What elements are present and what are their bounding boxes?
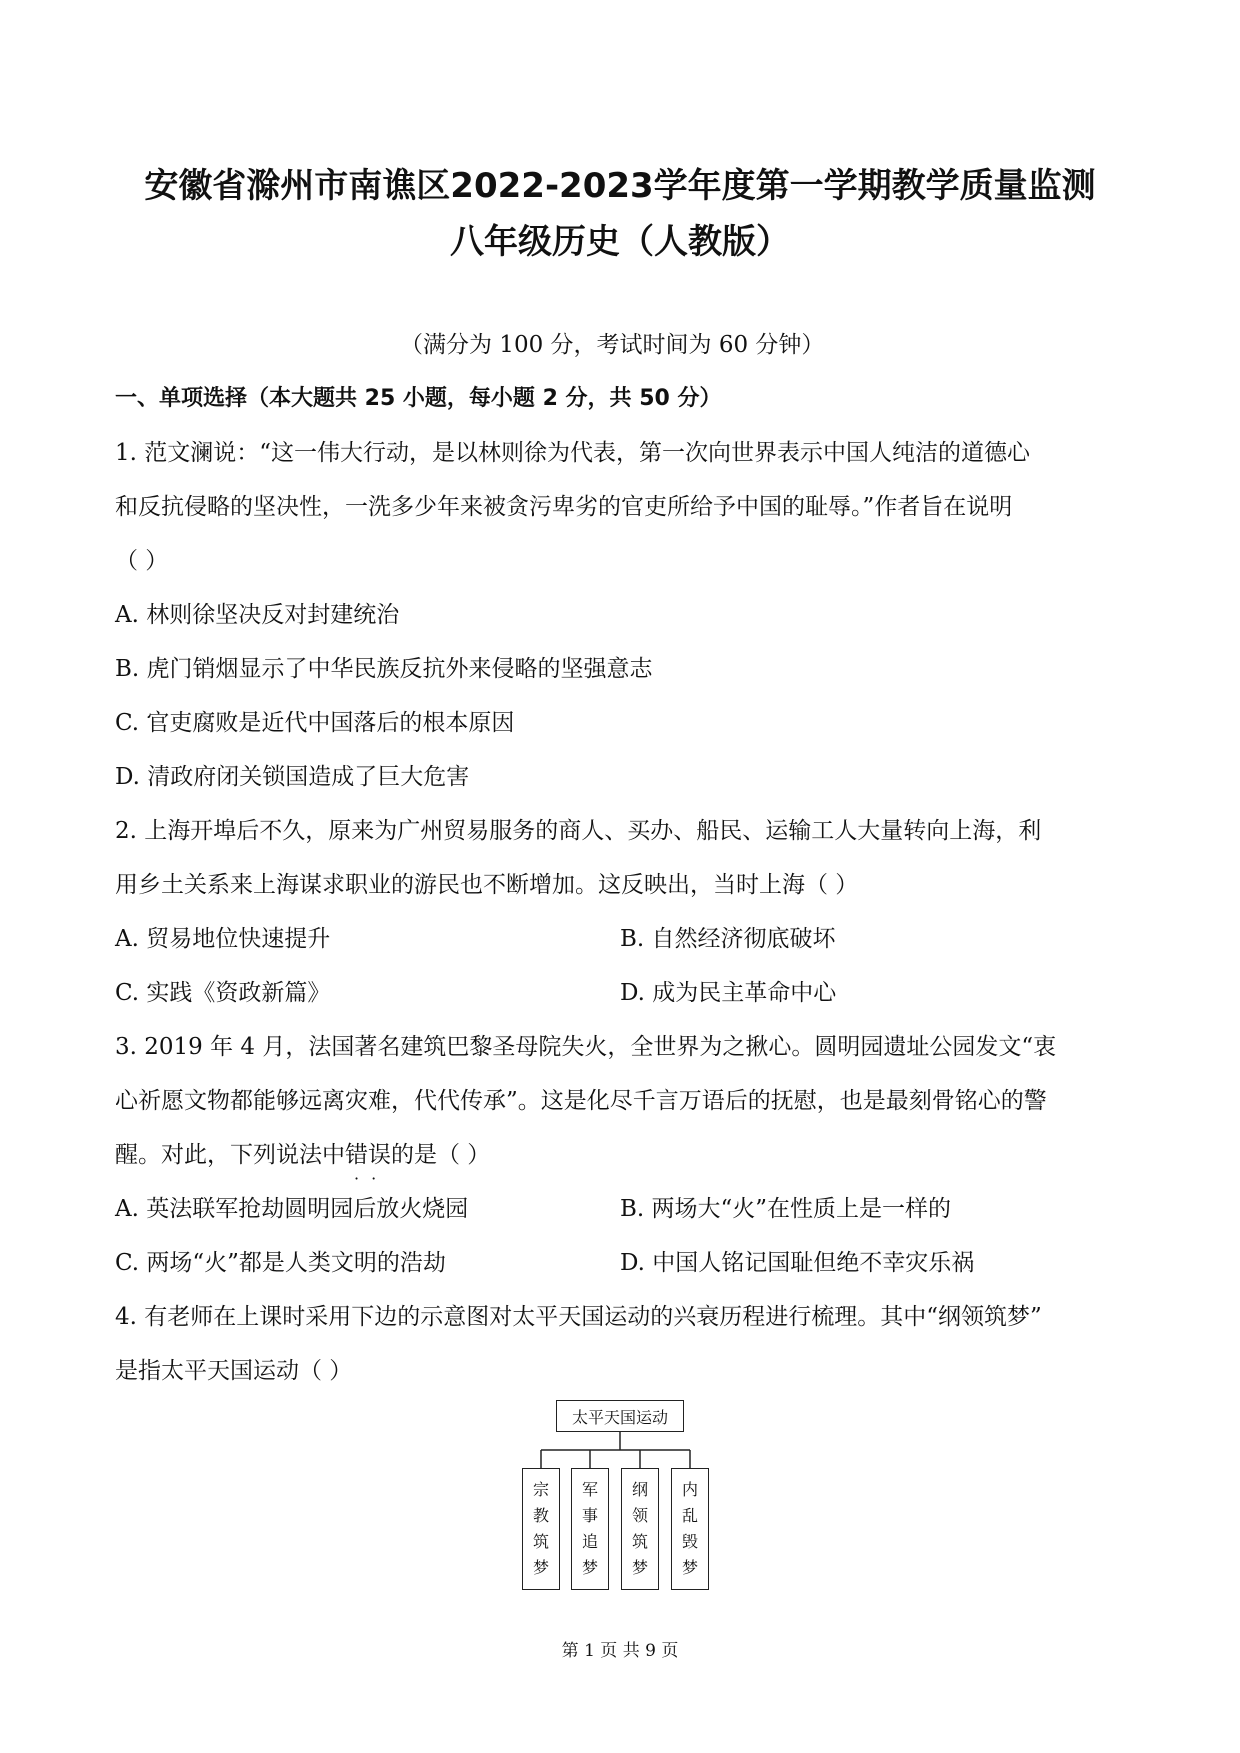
q1-line1: 1. 范文澜说：“这一伟大行动，是以林则徐为代表，第一次向世界表示中国人纯洁的道德心 bbox=[115, 440, 1031, 466]
q3-line2: 心祈愿文物都能够远离灾难，代代传承”。这是化尽千言万语后的抚慰，也是最刻骨铭心的警 bbox=[115, 1088, 1047, 1114]
q4-line1: 4. 有老师在上课时采用下边的示意图对太平天国运动的兴衰历程进行梳理。其中“纲领筑梦” bbox=[115, 1304, 1042, 1330]
q3-line3-pre: 醒。对此，下列说法中 bbox=[115, 1142, 345, 1168]
q3-line3 bbox=[115, 1140, 491, 1188]
emphasis-dots: ·· bbox=[354, 1169, 389, 1188]
diagram-connectors bbox=[520, 1400, 720, 1470]
taiping-diagram bbox=[520, 1400, 720, 1600]
box-char: 乱 bbox=[681, 1506, 698, 1525]
exam-subtitle: 八年级历史（人教版） bbox=[450, 222, 790, 262]
box-char: 教 bbox=[532, 1506, 549, 1525]
q2-option-c: C. 实践《资政新篇》 bbox=[115, 980, 331, 1006]
diagram-box-internal-strife bbox=[671, 1468, 709, 1590]
q1-option-d: D. 清政府闭关锁国造成了巨大危害 bbox=[115, 764, 470, 790]
box-char: 梦 bbox=[532, 1558, 549, 1577]
q2-option-b: B. 自然经济彻底破坏 bbox=[620, 926, 836, 952]
q2-option-a: A. 贸易地位快速提升 bbox=[115, 926, 331, 952]
q3-option-a: A. 英法联军抢劫圆明园后放火烧园 bbox=[115, 1196, 469, 1222]
box-char: 梦 bbox=[681, 1558, 698, 1577]
box-char: 事 bbox=[581, 1506, 598, 1525]
box-char: 领 bbox=[631, 1506, 648, 1525]
q3-option-c: C. 两场“火”都是人类文明的浩劫 bbox=[115, 1250, 446, 1276]
box-char: 筑 bbox=[532, 1532, 549, 1551]
box-char: 梦 bbox=[631, 1558, 648, 1577]
q3-option-d: D. 中国人铭记国耻但绝不幸灾乐祸 bbox=[620, 1250, 975, 1276]
box-char: 追 bbox=[581, 1532, 598, 1551]
q2-option-d: D. 成为民主革命中心 bbox=[620, 980, 837, 1006]
q3-option-b: B. 两场大“火”在性质上是一样的 bbox=[620, 1196, 952, 1222]
q4-line2: 是指太平天国运动（ ） bbox=[115, 1358, 353, 1384]
diagram-box-military bbox=[571, 1468, 609, 1590]
q1-option-c: C. 官吏腐败是近代中国落后的根本原因 bbox=[115, 710, 515, 736]
diagram-box-religion bbox=[522, 1468, 560, 1590]
section-heading: 一、单项选择（本大题共 25 小题，每小题 2 分，共 50 分） bbox=[115, 386, 722, 411]
box-char: 宗 bbox=[532, 1480, 549, 1499]
q2-line1: 2. 上海开埠后不久，原来为广州贸易服务的商人、买办、船民、运输工人大量转向上海，利 bbox=[115, 818, 1042, 844]
q2-line2: 用乡土关系来上海谋求职业的游民也不断增加。这反映出，当时上海（ ） bbox=[115, 872, 859, 898]
q1-option-b: B. 虎门销烟显示了中华民族反抗外来侵略的坚强意志 bbox=[115, 656, 653, 682]
q1-line2: 和反抗侵略的坚决性，一洗多少年来被贪污卑劣的官吏所给予中国的耻辱。”作者旨在说明 bbox=[115, 494, 1013, 520]
box-char: 纲 bbox=[631, 1480, 648, 1499]
box-char: 内 bbox=[681, 1480, 698, 1499]
diagram-box-program bbox=[621, 1468, 659, 1590]
box-char: 军 bbox=[581, 1480, 598, 1499]
box-char: 筑 bbox=[631, 1532, 648, 1551]
exam-info: （满分为 100 分，考试时间为 60 分钟） bbox=[400, 332, 825, 358]
q1-answer-blank: （ ） bbox=[115, 548, 169, 574]
q3-line3-post: 的是（ ） bbox=[391, 1142, 491, 1168]
page-footer: 第 1 页 共 9 页 bbox=[561, 1641, 679, 1661]
exam-title: 安徽省滁州市南谯区2022-2023学年度第一学期教学质量监测 bbox=[144, 166, 1096, 206]
q1-option-a: A. 林则徐坚决反对封建统治 bbox=[115, 602, 400, 628]
q3-line1: 3. 2019 年 4 月，法国著名建筑巴黎圣母院失火，全世界为之揪心。圆明园遗址公园发文“衷 bbox=[115, 1034, 1057, 1060]
box-char: 毁 bbox=[681, 1532, 698, 1551]
diagram-root-box: 太平天国运动 bbox=[556, 1400, 684, 1432]
q3-emphasis-text: 错误 bbox=[345, 1142, 391, 1168]
box-char: 梦 bbox=[581, 1558, 598, 1577]
q3-emphasis bbox=[345, 1142, 391, 1188]
